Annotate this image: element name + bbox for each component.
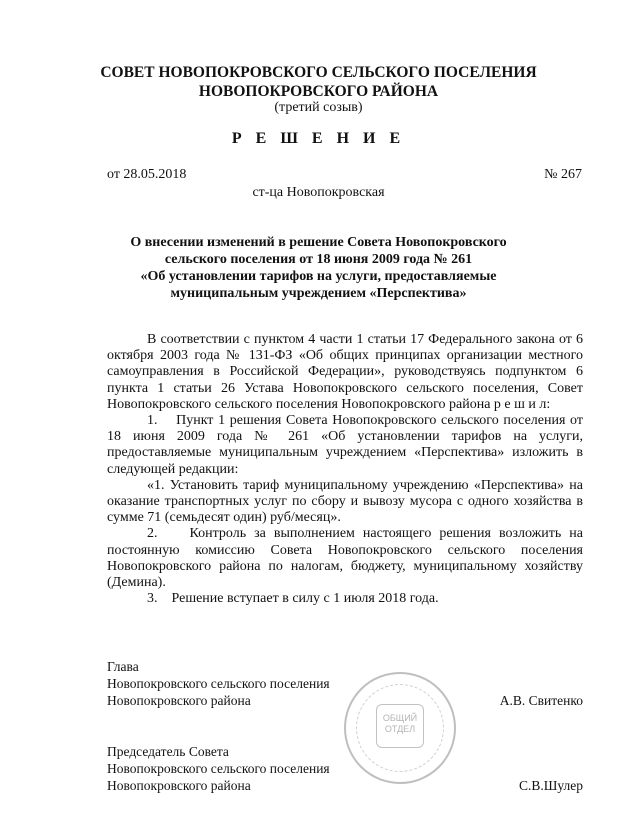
- head-title-line3: Новопокровского района: [107, 693, 251, 708]
- subject-line3: «Об установлении тарифов на услуги, предоставляемые: [140, 269, 497, 284]
- stamp-line1: ОБЩИЙ: [382, 713, 418, 723]
- general-department-stamp: [344, 672, 456, 784]
- quoted-amendment-paragraph: «1. Установить тариф муниципальному учреждению «Перспектива» на оказание транспортных услуг по сбору и вывозу мусора с одного хозяйства в сумме 71 (семьдесят один) руб/месяц».: [107, 477, 583, 526]
- stamp-label: [376, 704, 424, 748]
- decision-date: от 28.05.2018: [107, 167, 187, 182]
- item-3-paragraph: 3. Решение вступает в силу с 1 июля 2018 года.: [147, 591, 439, 607]
- decision-subject: [0, 234, 637, 302]
- council-name-line1: СОВЕТ НОВОПОКРОВСКОГО СЕЛЬСКОГО ПОСЕЛЕНИЯ: [100, 64, 537, 81]
- council-name: [0, 63, 637, 101]
- subject-line1: О внесении изменений в решение Совета Новопокровского: [130, 235, 507, 250]
- head-title-line2: Новопокровского сельского поселения: [107, 676, 330, 691]
- decision-number: № 267: [544, 167, 582, 182]
- document-type-title: Р Е Ш Е Н И Е: [231, 130, 406, 147]
- stamp-line2: ОТДЕЛ: [384, 724, 416, 734]
- preamble-paragraph: В соответствии с пунктом 4 части 1 статьи 17 Федерального закона от 6 октября 2003 года № 131-ФЗ «Об общих принципах организации местного самоуправления в Российской Федерации», руководствуясь подпунктом 6 пункта 1 статьи 26 Устава Новопокровского сельского поселения, Совет Новопокровского сельского поселения Новопокровского района р е ш и л:: [107, 332, 583, 412]
- subject-line4: муниципальным учреждением «Перспектива»: [170, 286, 467, 301]
- chair-title-line2: Новопокровского сельского поселения: [107, 761, 330, 776]
- head-name: А.В. Свитенко: [499, 693, 583, 708]
- chair-title-line3: Новопокровского района: [107, 778, 251, 793]
- chair-title-line1: Председатель Совета: [107, 744, 229, 759]
- decision-body: [107, 332, 583, 607]
- head-signature-block: [107, 658, 330, 709]
- subject-line2: сельского поселения от 18 июня 2009 года № 261: [164, 252, 473, 267]
- chair-signature-block: [107, 743, 330, 794]
- decision-place: ст-ца Новопокровская: [252, 185, 385, 200]
- council-name-line2: НОВОПОКРОВСКОГО РАЙОНА: [198, 83, 439, 100]
- head-title-line1: Глава: [107, 659, 139, 674]
- item-1-paragraph: 1. Пункт 1 решения Совета Новопокровского сельского поселения от 18 июня 2009 года № 261 «Об установлении тарифов на услуги, предоставляемые муниципальным учреждением «Перспектива» изложить в следующей редакции:: [107, 413, 583, 477]
- item-2-paragraph: 2. Контроль за выполнением настоящего решения возложить на постоянную комиссию Совета Новопокровского сельского поселения Новопокровского района по налогам, бюджету, муниципальному хозяйству (Демина).: [107, 526, 583, 591]
- chair-name: С.В.Шулер: [518, 778, 583, 793]
- convocation: (третий созыв): [274, 100, 363, 115]
